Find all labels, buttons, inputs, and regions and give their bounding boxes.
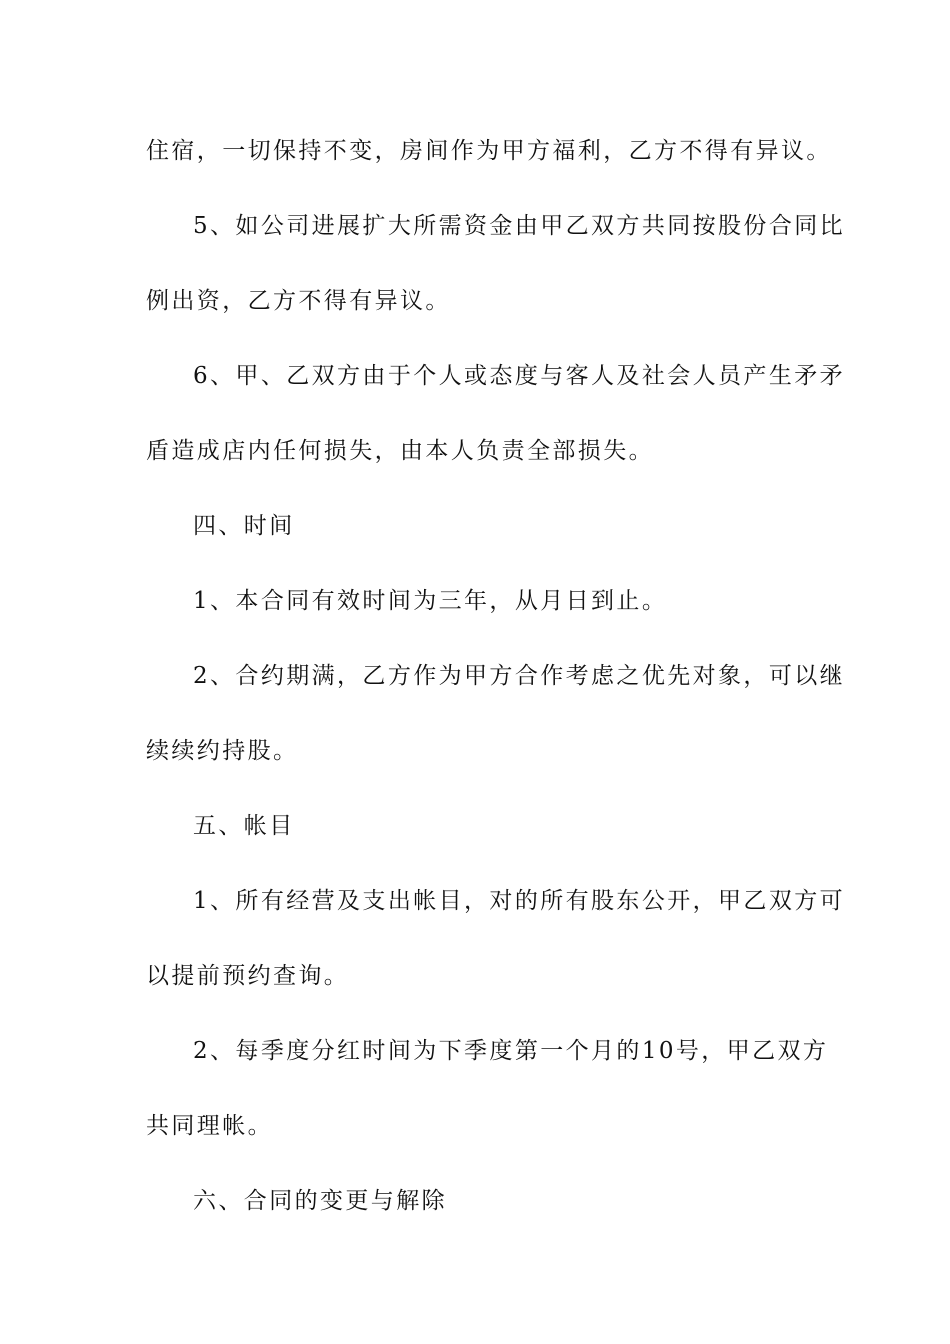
paragraph-line: 1、本合同有效时间为三年，从月日到止。 xyxy=(193,588,668,614)
paragraph-line: 2、合约期满，乙方作为甲方合作考虑之优先对象，可以继 xyxy=(193,663,846,689)
paragraph-line: 住宿，一切保持不变，房间作为甲方福利，乙方不得有异议。 xyxy=(146,138,832,164)
section-heading: 四、时间 xyxy=(193,513,295,539)
paragraph-line: 6、甲、乙双方由于个人或态度与客人及社会人员产生矛矛 xyxy=(193,363,846,389)
paragraph-line: 1、所有经营及支出帐目，对的所有股东公开，甲乙双方可 xyxy=(193,888,846,914)
section-heading: 六、合同的变更与解除 xyxy=(193,1188,447,1214)
section-heading: 五、帐目 xyxy=(193,813,295,839)
paragraph-line: 以提前预约查询。 xyxy=(146,963,350,989)
paragraph-line: 2、每季度分红时间为下季度第一个月的10号，甲乙双方 xyxy=(193,1038,829,1064)
paragraph-line: 共同理帐。 xyxy=(146,1113,273,1139)
paragraph-line: 5、如公司进展扩大所需资金由甲乙双方共同按股份合同比 xyxy=(193,213,846,239)
paragraph-line: 盾造成店内任何损失，由本人负责全部损失。 xyxy=(146,438,654,464)
paragraph-line: 续续约持股。 xyxy=(146,738,299,764)
paragraph-line: 例出资，乙方不得有异议。 xyxy=(146,288,451,314)
